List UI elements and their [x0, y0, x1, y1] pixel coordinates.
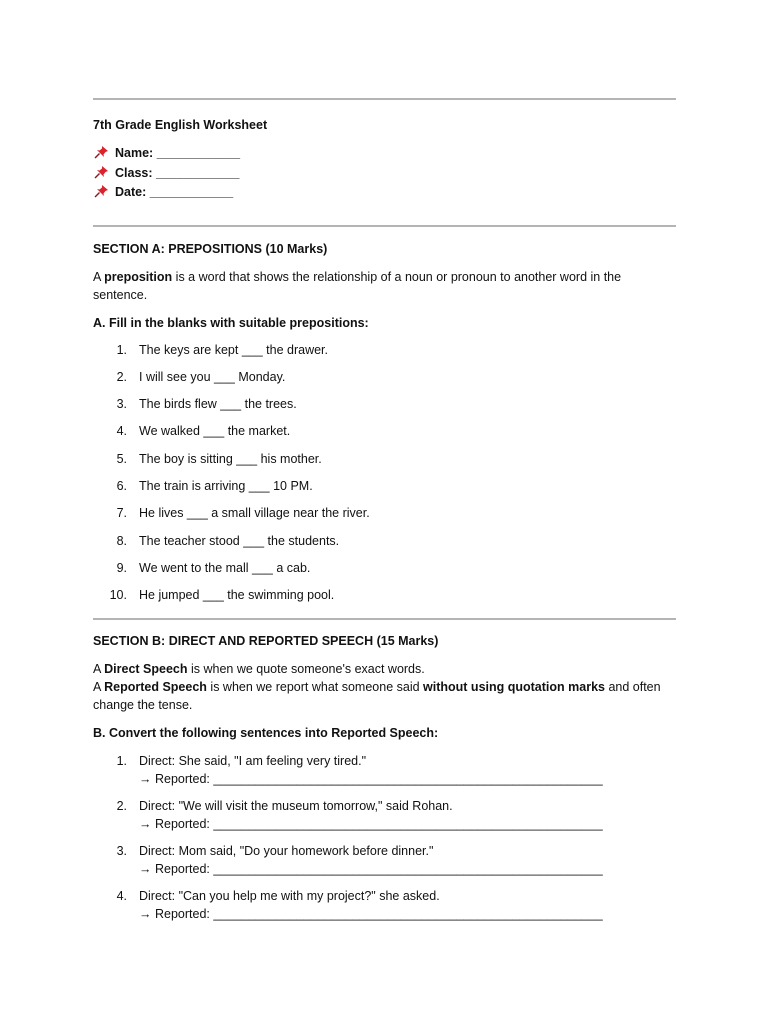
list-item: 10. He jumped ___ the swimming pool. [109, 588, 335, 603]
list-item: 2. Direct: "We will visit the museum tomorrow," said Rohan. → Reported: ________________________________________________________ [93, 797, 676, 833]
list-item: 1. The keys are kept ___ the drawer. [116, 342, 328, 357]
list-item: 3. Direct: Mom said, "Do your homework before dinner." → Reported: ________________________________________________________ [93, 842, 676, 878]
field-label: Date: [115, 185, 147, 199]
list-item: 2. I will see you ___ Monday. [116, 369, 286, 384]
section-a-title: SECTION A: PREPOSITIONS (10 Marks) [93, 241, 328, 256]
field-blank: ____________ [149, 185, 234, 199]
date-field [93, 183, 676, 203]
section-a-instruction: A. Fill in the blanks with suitable prepositions: [93, 315, 369, 330]
list-item: 1. Direct: She said, "I am feeling very tired." → Reported: ________________________________________________________ [93, 752, 676, 788]
direct-sentence: Direct: She said, "I am feeling very tired." [139, 754, 367, 769]
field-blank: ____________ [156, 165, 240, 180]
list-item: 7. He lives ___ a small village near the river. [116, 506, 370, 521]
worksheet-content [93, 98, 676, 923]
reported-answer-line: → Reported: ________________________________________________________ [139, 772, 603, 787]
reported-answer-line: → Reported: ________________________________________________________ [139, 862, 603, 877]
divider [93, 98, 676, 100]
section-b-instruction: B. Convert the following sentences into Reported Speech: [93, 726, 439, 741]
list-item: 9. We went to the mall ___ a cab. [116, 560, 311, 575]
reported-speech-definition: A Reported Speech is when we report what someone said without using quotation marks and often change the tense. [93, 680, 661, 713]
section-a-questions [93, 341, 676, 605]
direct-sentence: Direct: "Can you help me with my project?" she asked. [139, 889, 440, 904]
class-field [93, 164, 676, 184]
pushpin-icon [93, 183, 115, 203]
direct-speech-definition: A Direct Speech is when we quote someone's exact words. [93, 662, 425, 677]
list-item: 3. The birds flew ___ the trees. [116, 397, 297, 412]
field-label: Class: [115, 165, 153, 180]
direct-sentence: Direct: Mom said, "Do your homework before dinner." [139, 844, 434, 859]
worksheet-title: 7th Grade English Worksheet [93, 118, 268, 132]
divider [93, 225, 676, 227]
list-item: 4. Direct: "Can you help me with my project?" she asked. → Reported: ________________________________________________________ [93, 887, 676, 923]
divider [93, 618, 676, 620]
field-blank: ____________ [156, 146, 241, 160]
student-info-fields [93, 144, 676, 203]
reported-answer-line: → Reported: ________________________________________________________ [139, 817, 603, 832]
reported-answer-line: → Reported: ________________________________________________________ [139, 907, 603, 922]
list-item: 8. The teacher stood ___ the students. [116, 533, 340, 548]
list-item: 4. We walked ___ the market. [116, 424, 291, 439]
pushpin-icon [93, 144, 115, 164]
pushpin-icon [93, 164, 115, 184]
list-item: 6. The train is arriving ___ 10 PM. [116, 478, 313, 493]
direct-sentence: Direct: "We will visit the museum tomorrow," said Rohan. [139, 799, 453, 814]
section-b-questions [93, 752, 676, 923]
section-a-intro: A preposition is a word that shows the relationship of a noun or pronoun to another word in the sentence. [93, 269, 622, 302]
list-item: 5. The boy is sitting ___ his mother. [116, 451, 322, 466]
field-label: Name: [115, 146, 154, 160]
name-field [93, 144, 676, 164]
section-b-title: SECTION B: DIRECT AND REPORTED SPEECH (15 Marks) [93, 634, 439, 649]
